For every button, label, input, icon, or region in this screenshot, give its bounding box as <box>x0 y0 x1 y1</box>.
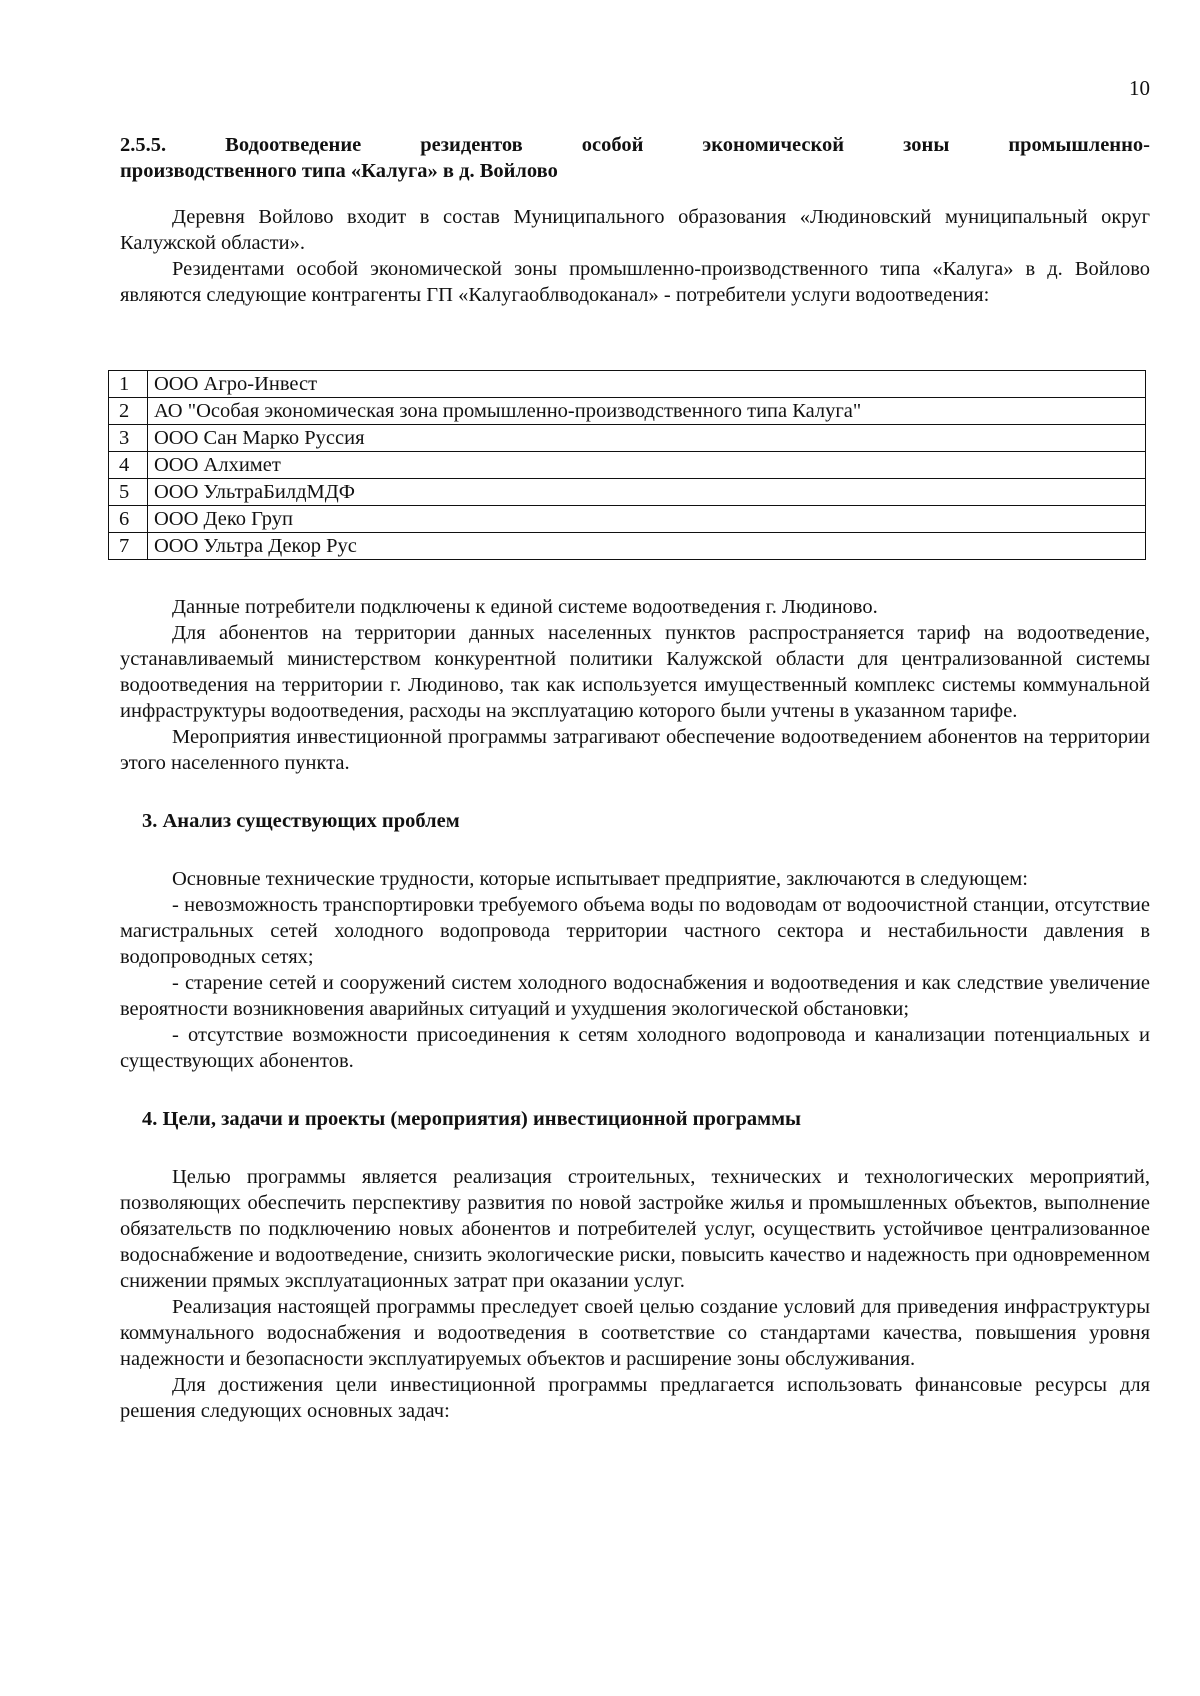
section-3-heading: 3. Анализ существующих проблем <box>142 810 460 832</box>
paragraph: Целью программы является реализация строительных, технических и технологических мероприятий, позволяющих обеспечить перспективу развития по новой застройке жилья и промышленных объектов, выполнение обязательств по подключению новых абонентов и потребителей услуг, осуществить устойчивое централизованное водоснабжение и водоотведение, снизить экологические риски, повысить качество и надежность при одновременном снижении прямых эксплуатационных затрат при оказании услуг. <box>120 1166 1150 1292</box>
consumers-table <box>108 370 1146 560</box>
consumer-name: АО "Особая экономическая зона промышленно-производственного типа Калуга" <box>148 398 1146 425</box>
list-item: - невозможность транспортировки требуемого объема воды по водоводам от водоочистной станции, отсутствие магистральных сетей холодного водопровода территории частного сектора и нестабильности давления в водопроводных сетях; <box>120 894 1150 968</box>
list-item: - отсутствие возможности присоединения к сетям холодного водопровода и канализации потенциальных и существующих абонентов. <box>120 1024 1150 1072</box>
page-number: 10 <box>1129 76 1150 100</box>
paragraph: Деревня Войлово входит в состав Муниципального образования «Людиновский муниципальный округ Калужской области». <box>120 206 1150 254</box>
page-content <box>120 132 1150 1424</box>
section-2-5-5-heading <box>120 132 1150 184</box>
row-number: 4 <box>109 452 148 479</box>
row-number: 5 <box>109 479 148 506</box>
paragraph: Резидентами особой экономической зоны промышленно-производственного типа «Калуга» в д. Войлово являются следующие контрагенты ГП «Калугаоблводоканал» - потребители услуги водоотведения: <box>120 258 1150 306</box>
table-row <box>109 479 1146 506</box>
section-2-5-5-title-line1: 2.5.5. Водоотведение резидентов особой экономической зоны промышленно- <box>120 134 1150 156</box>
consumer-name: ООО УльтраБилдМДФ <box>148 479 1146 506</box>
row-number: 3 <box>109 425 148 452</box>
row-number: 6 <box>109 506 148 533</box>
paragraph: Данные потребители подключены к единой системе водоотведения г. Людиново. <box>172 596 878 618</box>
table-row <box>109 371 1146 398</box>
section-2-5-5-title-line2: производственного типа «Калуга» в д. Войлово <box>120 160 558 182</box>
paragraph: Мероприятия инвестиционной программы затрагивают обеспечение водоотведением абонентов на территории этого населенного пункта. <box>120 726 1150 774</box>
paragraph: Основные технические трудности, которые испытывает предприятие, заключаются в следующем: <box>172 868 1028 890</box>
consumer-name: ООО Сан Марко Руссия <box>148 425 1146 452</box>
paragraph: Для достижения цели инвестиционной программы предлагается использовать финансовые ресурсы для решения следующих основных задач: <box>120 1374 1150 1422</box>
consumer-name: ООО Деко Груп <box>148 506 1146 533</box>
row-number: 1 <box>109 371 148 398</box>
table-row <box>109 533 1146 560</box>
table-row <box>109 506 1146 533</box>
table-row <box>109 425 1146 452</box>
list-item: - старение сетей и сооружений систем холодного водоснабжения и водоотведения и как следствие увеличение вероятности возникновения аварийных ситуаций и ухудшения экологической обстановки; <box>120 972 1150 1020</box>
table-row <box>109 452 1146 479</box>
paragraph: Реализация настоящей программы преследует своей целью создание условий для приведения инфраструктуры коммунального водоснабжения и водоотведения в соответствие со стандартами качества, повышения уровня надежности и безопасности эксплуатируемых объектов и расширение зоны обслуживания. <box>120 1296 1150 1370</box>
paragraph: Для абонентов на территории данных населенных пунктов распространяется тариф на водоотведение, устанавливаемый министерством конкурентной политики Калужской области для централизованной системы водоотведения на территории г. Людиново, так как используется имущественный комплекс системы коммунальной инфраструктуры водоотведения, расходы на эксплуатацию которого были учтены в указанном тарифе. <box>120 622 1150 722</box>
section-4-heading: 4. Цели, задачи и проекты (мероприятия) инвестиционной программы <box>142 1108 802 1130</box>
consumer-name: ООО Ультра Декор Рус <box>148 533 1146 560</box>
consumer-name: ООО Агро-Инвест <box>148 371 1146 398</box>
row-number: 2 <box>109 398 148 425</box>
row-number: 7 <box>109 533 148 560</box>
table-row <box>109 398 1146 425</box>
consumer-name: ООО Алхимет <box>148 452 1146 479</box>
